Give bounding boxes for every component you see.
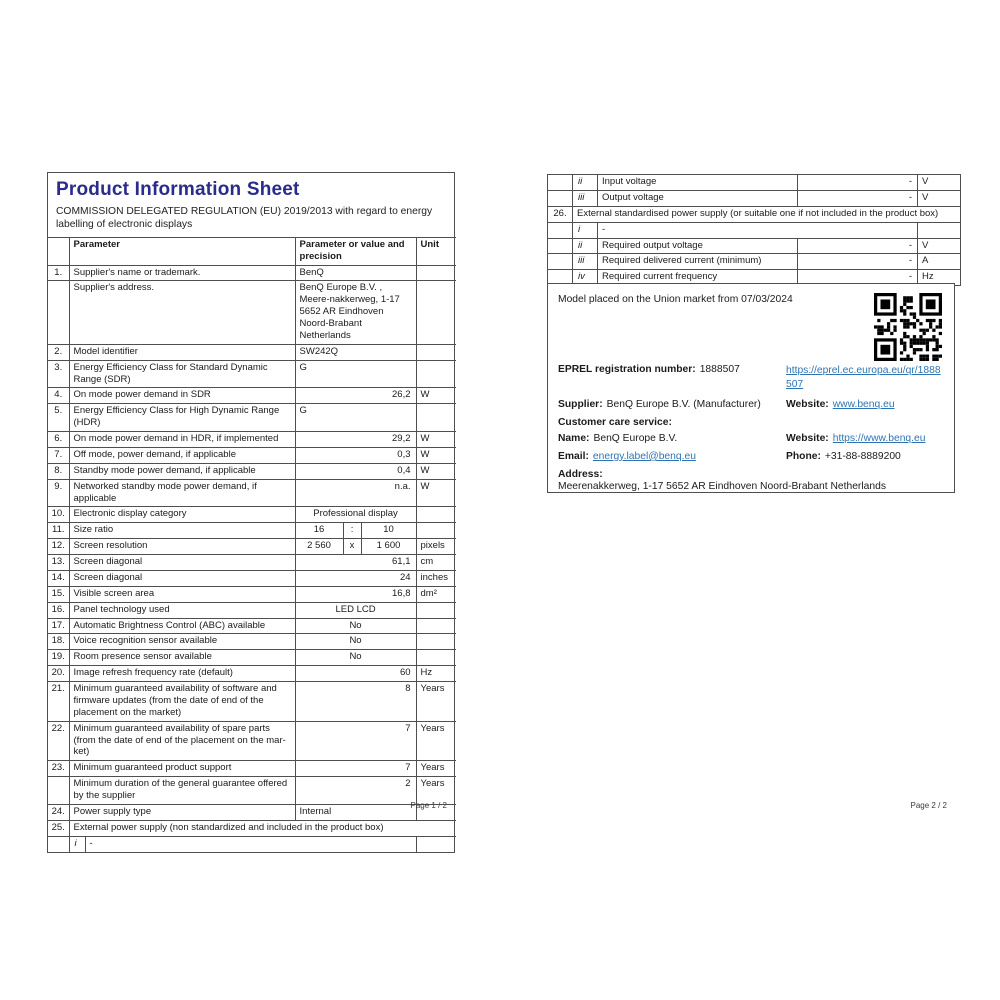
row-number <box>48 281 69 344</box>
table-row <box>548 175 961 191</box>
table-row <box>48 479 456 507</box>
row-label: Screen diagonal <box>69 555 295 571</box>
row-value: - <box>85 836 416 851</box>
row-number: 7. <box>48 447 69 463</box>
row-number: 3. <box>48 360 69 388</box>
row-unit <box>416 360 456 388</box>
eprel-label: EPREL registration number: <box>558 364 696 375</box>
table-row <box>48 682 456 722</box>
row-value: No <box>295 618 416 634</box>
row-roman: iii <box>573 190 598 206</box>
table-row <box>48 344 456 360</box>
table-row <box>48 265 456 281</box>
row-unit: inches <box>416 570 456 586</box>
address-value: Meerenakkerweg, 1-17 5652 AR Eindhoven Noord-Brabant Netherlands <box>558 480 886 492</box>
row-value: 24 <box>295 570 416 586</box>
row-unit <box>416 344 456 360</box>
row-value: 0,3 <box>295 447 416 463</box>
row-number: 10. <box>48 507 69 523</box>
table-row <box>48 761 456 777</box>
row-value: BenQ <box>295 265 416 281</box>
table-row <box>548 190 961 206</box>
row-value: BenQ Europe B.V. , Meere-nakkerweg, 1-17 5652 AR Eindhoven Noord-Brabant Netherlands <box>295 281 416 344</box>
row-number <box>548 238 573 254</box>
table-row <box>48 666 456 682</box>
website-label: Website: <box>786 432 829 444</box>
row-value-a: 16 <box>295 523 343 539</box>
care-name-label: Name: <box>558 432 590 444</box>
row-roman: ii <box>573 175 598 191</box>
row-value: - <box>798 190 918 206</box>
row-value-separator: x <box>343 539 361 555</box>
row-value: n.a. <box>295 479 416 507</box>
row-value-b: 10 <box>361 523 416 539</box>
table-row <box>548 254 961 270</box>
row-number <box>548 175 573 191</box>
row-value: LED LCD <box>295 602 416 618</box>
row-unit: A <box>918 254 961 270</box>
table-row <box>48 634 456 650</box>
row-label: Visible screen area <box>69 586 295 602</box>
table-row <box>48 523 456 539</box>
row-value: - <box>798 175 918 191</box>
row-value: No <box>295 650 416 666</box>
table-row <box>48 281 456 344</box>
row-number <box>548 222 573 238</box>
table-row <box>48 507 456 523</box>
row-unit: W <box>416 479 456 507</box>
website-label: Website: <box>786 398 829 410</box>
row-value: - <box>798 254 918 270</box>
row-number: 19. <box>48 650 69 666</box>
row-number: 21. <box>48 682 69 722</box>
row-number: 2. <box>48 344 69 360</box>
table-row <box>48 618 456 634</box>
row-unit: Hz <box>416 666 456 682</box>
table-subrow <box>48 836 456 851</box>
row-unit <box>416 281 456 344</box>
row-value: Professional display <box>295 507 416 523</box>
row-value: 61,1 <box>295 555 416 571</box>
row-unit <box>416 523 456 539</box>
row-number: 15. <box>48 586 69 602</box>
table-row <box>48 650 456 666</box>
row-value: 29,2 <box>295 432 416 448</box>
row-unit: W <box>416 463 456 479</box>
phone-value: +31-88-8889200 <box>824 450 901 462</box>
row-value: - <box>798 270 918 286</box>
page2-footer: Page 2 / 2 <box>910 801 947 810</box>
page1-sheet <box>47 172 455 853</box>
page2-table-wrap <box>547 174 960 286</box>
row-label-span: External power supply (non standardized and included in the product box) <box>69 820 456 836</box>
row-number: 14. <box>48 570 69 586</box>
table-row <box>48 602 456 618</box>
row-unit: Hz <box>918 270 961 286</box>
row-label: Automatic Brightness Control (ABC) available <box>69 618 295 634</box>
supplier-name: BenQ Europe B.V. (Manufacturer) <box>606 398 761 410</box>
regulation-subtitle: COMMISSION DELEGATED REGULATION (EU) 2019/2013 with regard to energy labelling of electronic displays <box>56 206 433 231</box>
row-number <box>548 254 573 270</box>
row-label: Energy Efficiency Class for Standard Dynamic Range (SDR) <box>69 360 295 388</box>
row-number: 12. <box>48 539 69 555</box>
row-number <box>548 190 573 206</box>
row-label: Room presence sensor available <box>69 650 295 666</box>
row-unit <box>416 507 456 523</box>
row-number: 24. <box>48 804 69 820</box>
row-number: 9. <box>48 479 69 507</box>
row-value: SW242Q <box>295 344 416 360</box>
header-num-cell <box>48 237 69 265</box>
row-value-separator: : <box>343 523 361 539</box>
row-unit <box>416 618 456 634</box>
row-number: 16. <box>48 602 69 618</box>
row-unit <box>416 836 456 851</box>
row-label: Energy Efficiency Class for High Dynamic Range (HDR) <box>69 404 295 432</box>
row-label: Voice recognition sensor available <box>69 634 295 650</box>
row-label: Networked standby mode power demand, if applicable <box>69 479 295 507</box>
row-unit: W <box>416 447 456 463</box>
row-number: 5. <box>48 404 69 432</box>
row-value: Internal <box>295 804 416 820</box>
phone-label: Phone: <box>786 450 821 462</box>
row-number: 6. <box>48 432 69 448</box>
table-row <box>48 404 456 432</box>
row-value: 0,4 <box>295 463 416 479</box>
row-number: 1. <box>48 265 69 281</box>
row-label: Screen diagonal <box>69 570 295 586</box>
header-parameter: Parameter <box>69 237 295 265</box>
care-name-value: BenQ Europe B.V. <box>593 432 678 444</box>
row-number: 8. <box>48 463 69 479</box>
row-number: 17. <box>48 618 69 634</box>
row-label: Size ratio <box>69 523 295 539</box>
header-unit: Unit <box>416 237 456 265</box>
row-label: Screen resolution <box>69 539 295 555</box>
row-label: On mode power demand in SDR <box>69 388 295 404</box>
row-unit: dm² <box>416 586 456 602</box>
header-value: Parameter or value and precision <box>295 237 416 265</box>
table-row <box>48 570 456 586</box>
row-unit: Years <box>416 721 456 761</box>
row-value: 26,2 <box>295 388 416 404</box>
row-roman: i <box>69 836 85 851</box>
row-label: Power supply type <box>69 804 295 820</box>
power-supply-table <box>547 174 961 286</box>
row-value: 60 <box>295 666 416 682</box>
row-roman: ii <box>573 238 598 254</box>
row-unit: V <box>918 175 961 191</box>
row-label: Minimum guaranteed product support <box>69 761 295 777</box>
row-number: 18. <box>48 634 69 650</box>
row-unit <box>416 404 456 432</box>
row-label: Required output voltage <box>598 238 798 254</box>
row-number <box>48 836 69 851</box>
table-row <box>48 388 456 404</box>
row-label: Supplier's name or trademark. <box>69 265 295 281</box>
row-unit: V <box>918 190 961 206</box>
row-value: G <box>295 404 416 432</box>
row-number: 13. <box>48 555 69 571</box>
market-placement-line: Model placed on the Union market from 07/03/2024 <box>558 294 793 305</box>
row-value: - <box>798 238 918 254</box>
table-row <box>48 360 456 388</box>
row-value: 2 <box>295 777 416 805</box>
row-number: 26. <box>548 206 573 222</box>
row-value: 8 <box>295 682 416 722</box>
table-row-span <box>48 820 456 836</box>
row-unit: V <box>918 238 961 254</box>
row-value: 7 <box>295 721 416 761</box>
row-label: Required current frequency <box>598 270 798 286</box>
row-unit <box>416 634 456 650</box>
table-header-row <box>48 237 456 265</box>
qr-code <box>874 293 942 361</box>
row-value: No <box>295 634 416 650</box>
email-label: Email: <box>558 450 589 462</box>
page1-header <box>48 173 454 237</box>
row-label: Off mode, power demand, if applicable <box>69 447 295 463</box>
row-label: Minimum guaranteed availability of spare parts (from the date of end of the placement on the mar-ket) <box>69 721 295 761</box>
address-label: Address: <box>558 468 603 480</box>
row-label: Electronic display category <box>69 507 295 523</box>
row-label: Standby mode power demand, if applicable <box>69 463 295 479</box>
row-label: Minimum duration of the general guarantee offered by the supplier <box>69 777 295 805</box>
table-row <box>48 463 456 479</box>
table-row-span <box>548 206 961 222</box>
row-unit <box>918 222 961 238</box>
table-row <box>48 721 456 761</box>
row-unit: Years <box>416 682 456 722</box>
row-label: Output voltage <box>598 190 798 206</box>
row-value: 7 <box>295 761 416 777</box>
row-value-a: 2 560 <box>295 539 343 555</box>
row-number: 11. <box>48 523 69 539</box>
row-number: 4. <box>48 388 69 404</box>
row-unit <box>416 602 456 618</box>
page1-footer: Page 1 / 2 <box>410 801 447 810</box>
row-value-b: 1 600 <box>361 539 416 555</box>
table-row <box>48 447 456 463</box>
page-title: Product Information Sheet <box>56 179 300 200</box>
row-label-span: External standardised power supply (or suitable one if not included in the product box) <box>573 206 961 222</box>
row-number: 22. <box>48 721 69 761</box>
row-unit: pixels <box>416 539 456 555</box>
customer-care-heading: Customer care service: <box>558 416 672 428</box>
row-value: 16,8 <box>295 586 416 602</box>
product-parameters-table <box>48 237 456 852</box>
table-row <box>48 555 456 571</box>
supplier-website-link[interactable]: www.benq.eu <box>832 398 895 410</box>
row-number: 23. <box>48 761 69 777</box>
table-row <box>548 238 961 254</box>
row-value: G <box>295 360 416 388</box>
row-roman: i <box>573 222 598 238</box>
row-label: Model identifier <box>69 344 295 360</box>
email-link[interactable]: energy.label@benq.eu <box>592 450 696 462</box>
row-label: Minimum guaranteed availability of software and firmware updates (from the date of end of the placement on the market) <box>69 682 295 722</box>
row-label: Required delivered current (minimum) <box>598 254 798 270</box>
eprel-link[interactable]: https://eprel.ec.europa.eu/qr/1888507 <box>786 365 941 390</box>
care-website-link[interactable]: https://www.benq.eu <box>832 432 926 444</box>
row-unit: Years <box>416 761 456 777</box>
row-value: - <box>598 222 918 238</box>
row-unit <box>416 265 456 281</box>
eprel-number: 1888507 <box>699 364 740 375</box>
row-roman: iii <box>573 254 598 270</box>
supplier-info-box <box>547 283 955 493</box>
row-unit: W <box>416 432 456 448</box>
row-number: 20. <box>48 666 69 682</box>
row-unit <box>416 650 456 666</box>
table-subrow <box>548 222 961 238</box>
row-roman: iv <box>573 270 598 286</box>
row-label: On mode power demand in HDR, if implemented <box>69 432 295 448</box>
table-row <box>48 586 456 602</box>
row-unit: W <box>416 388 456 404</box>
table-row <box>48 432 456 448</box>
row-unit: Years <box>416 777 456 805</box>
row-label: Image refresh frequency rate (default) <box>69 666 295 682</box>
row-label: Input voltage <box>598 175 798 191</box>
row-label: Supplier's address. <box>69 281 295 344</box>
supplier-label: Supplier: <box>558 398 603 410</box>
row-number: 25. <box>48 820 69 836</box>
row-label: Panel technology used <box>69 602 295 618</box>
table-row <box>48 539 456 555</box>
row-unit: cm <box>416 555 456 571</box>
